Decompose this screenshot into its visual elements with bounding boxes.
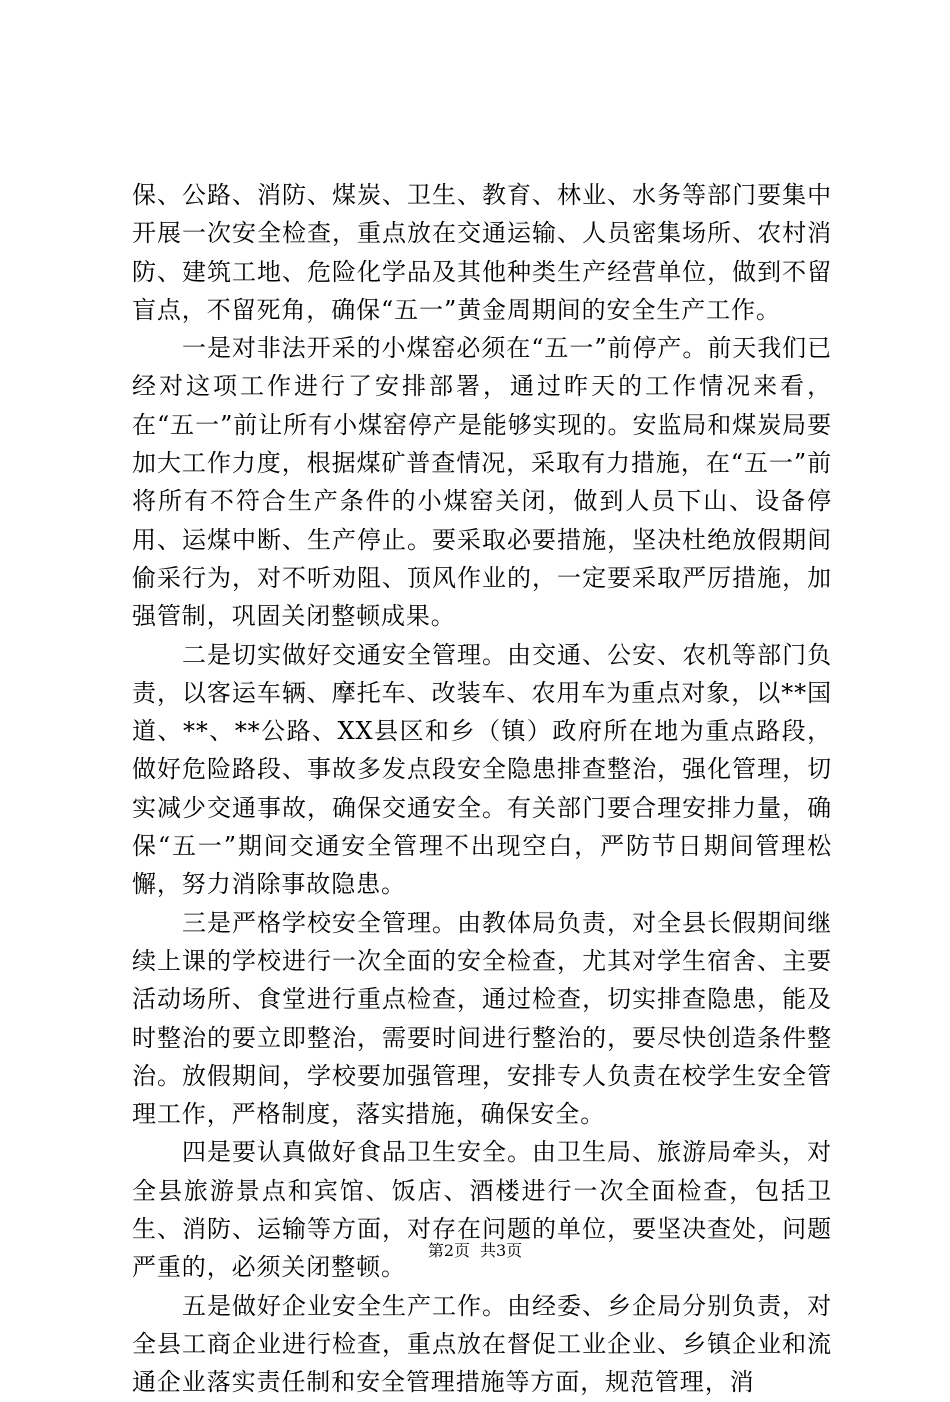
paragraph-school-safety: 三是严格学校安全管理。由教体局负责，对全县长假期间继续上课的学校进行一次全面的安全检查，尤其对学生宿舍、主要活动场所、食堂进行重点检查，通过检查，切实排查隐患，能及时整治的要立即整治，需要时间进行整治的，要尽快创造条件整治。放假期间，学校要加强管理，安排专人负责在校学生安全管理工作，严格制度，落实措施，确保安全。 bbox=[132, 908, 832, 1129]
page-total: 共3页 bbox=[480, 1241, 523, 1260]
paragraph-coal-mines: 一是对非法开采的小煤窑必须在“五一”前停产。前天我们已经对这项工作进行了安排部署，通过昨天的工作情况来看，在“五一”前让所有小煤窑停产是能够实现的。安监局和煤炭局要加大工作力度，根据煤矿普查情况，采取有力措施，在“五一”前将所有不符合生产条件的小煤窑关闭，做到人员下山、设备停用、运煤中断、生产停止。要采取必要措施，坚决杜绝放假期间偷采行为，对不听劝阻、顶风作业的，一定要采取严厉措施，加强管制，巩固关闭整顿成果。 bbox=[132, 334, 832, 631]
page-footer bbox=[0, 1241, 950, 1261]
paragraph-enterprise-safety: 五是做好企业安全生产工作。由经委、乡企局分别负责，对全县工商企业进行检查，重点放在督促工业企业、乡镇企业和流通企业落实责任制和安全管理措施等方面，规范管理，消 bbox=[132, 1291, 832, 1397]
paragraph-food-safety: 四是要认真做好食品卫生安全。由卫生局、旅游局牵头，对全县旅游景点和宾馆、饭店、酒楼进行一次全面检查，包括卫生、消防、运输等方面，对存在问题的单位，要坚决查处，问题严重的，必须关闭整顿。 bbox=[132, 1138, 832, 1282]
document-body bbox=[132, 176, 832, 1402]
paragraph-traffic-safety: 二是切实做好交通安全管理。由交通、公安、农机等部门负责，以客运车辆、摩托车、改装车、农用车为重点对象，以**国道、**、**公路、XX县区和乡（镇）政府所在地为重点路段，做好危险路段、事故多发点段安全隐患排查整治，强化管理，切实减少交通事故，确保交通安全。有关部门要合理安排力量，确保“五一”期间交通安全管理不出现空白，严防节日期间管理松懈，努力消除事故隐患。 bbox=[132, 640, 832, 899]
paragraph-continuation: 保、公路、消防、煤炭、卫生、教育、林业、水务等部门要集中开展一次安全检查，重点放在交通运输、人员密集场所、农村消防、建筑工地、危险化学品及其他种类生产经营单位，做到不留盲点，不留死角，确保“五一”黄金周期间的安全生产工作。 bbox=[132, 181, 832, 324]
page-number: 第2页 bbox=[427, 1241, 470, 1260]
